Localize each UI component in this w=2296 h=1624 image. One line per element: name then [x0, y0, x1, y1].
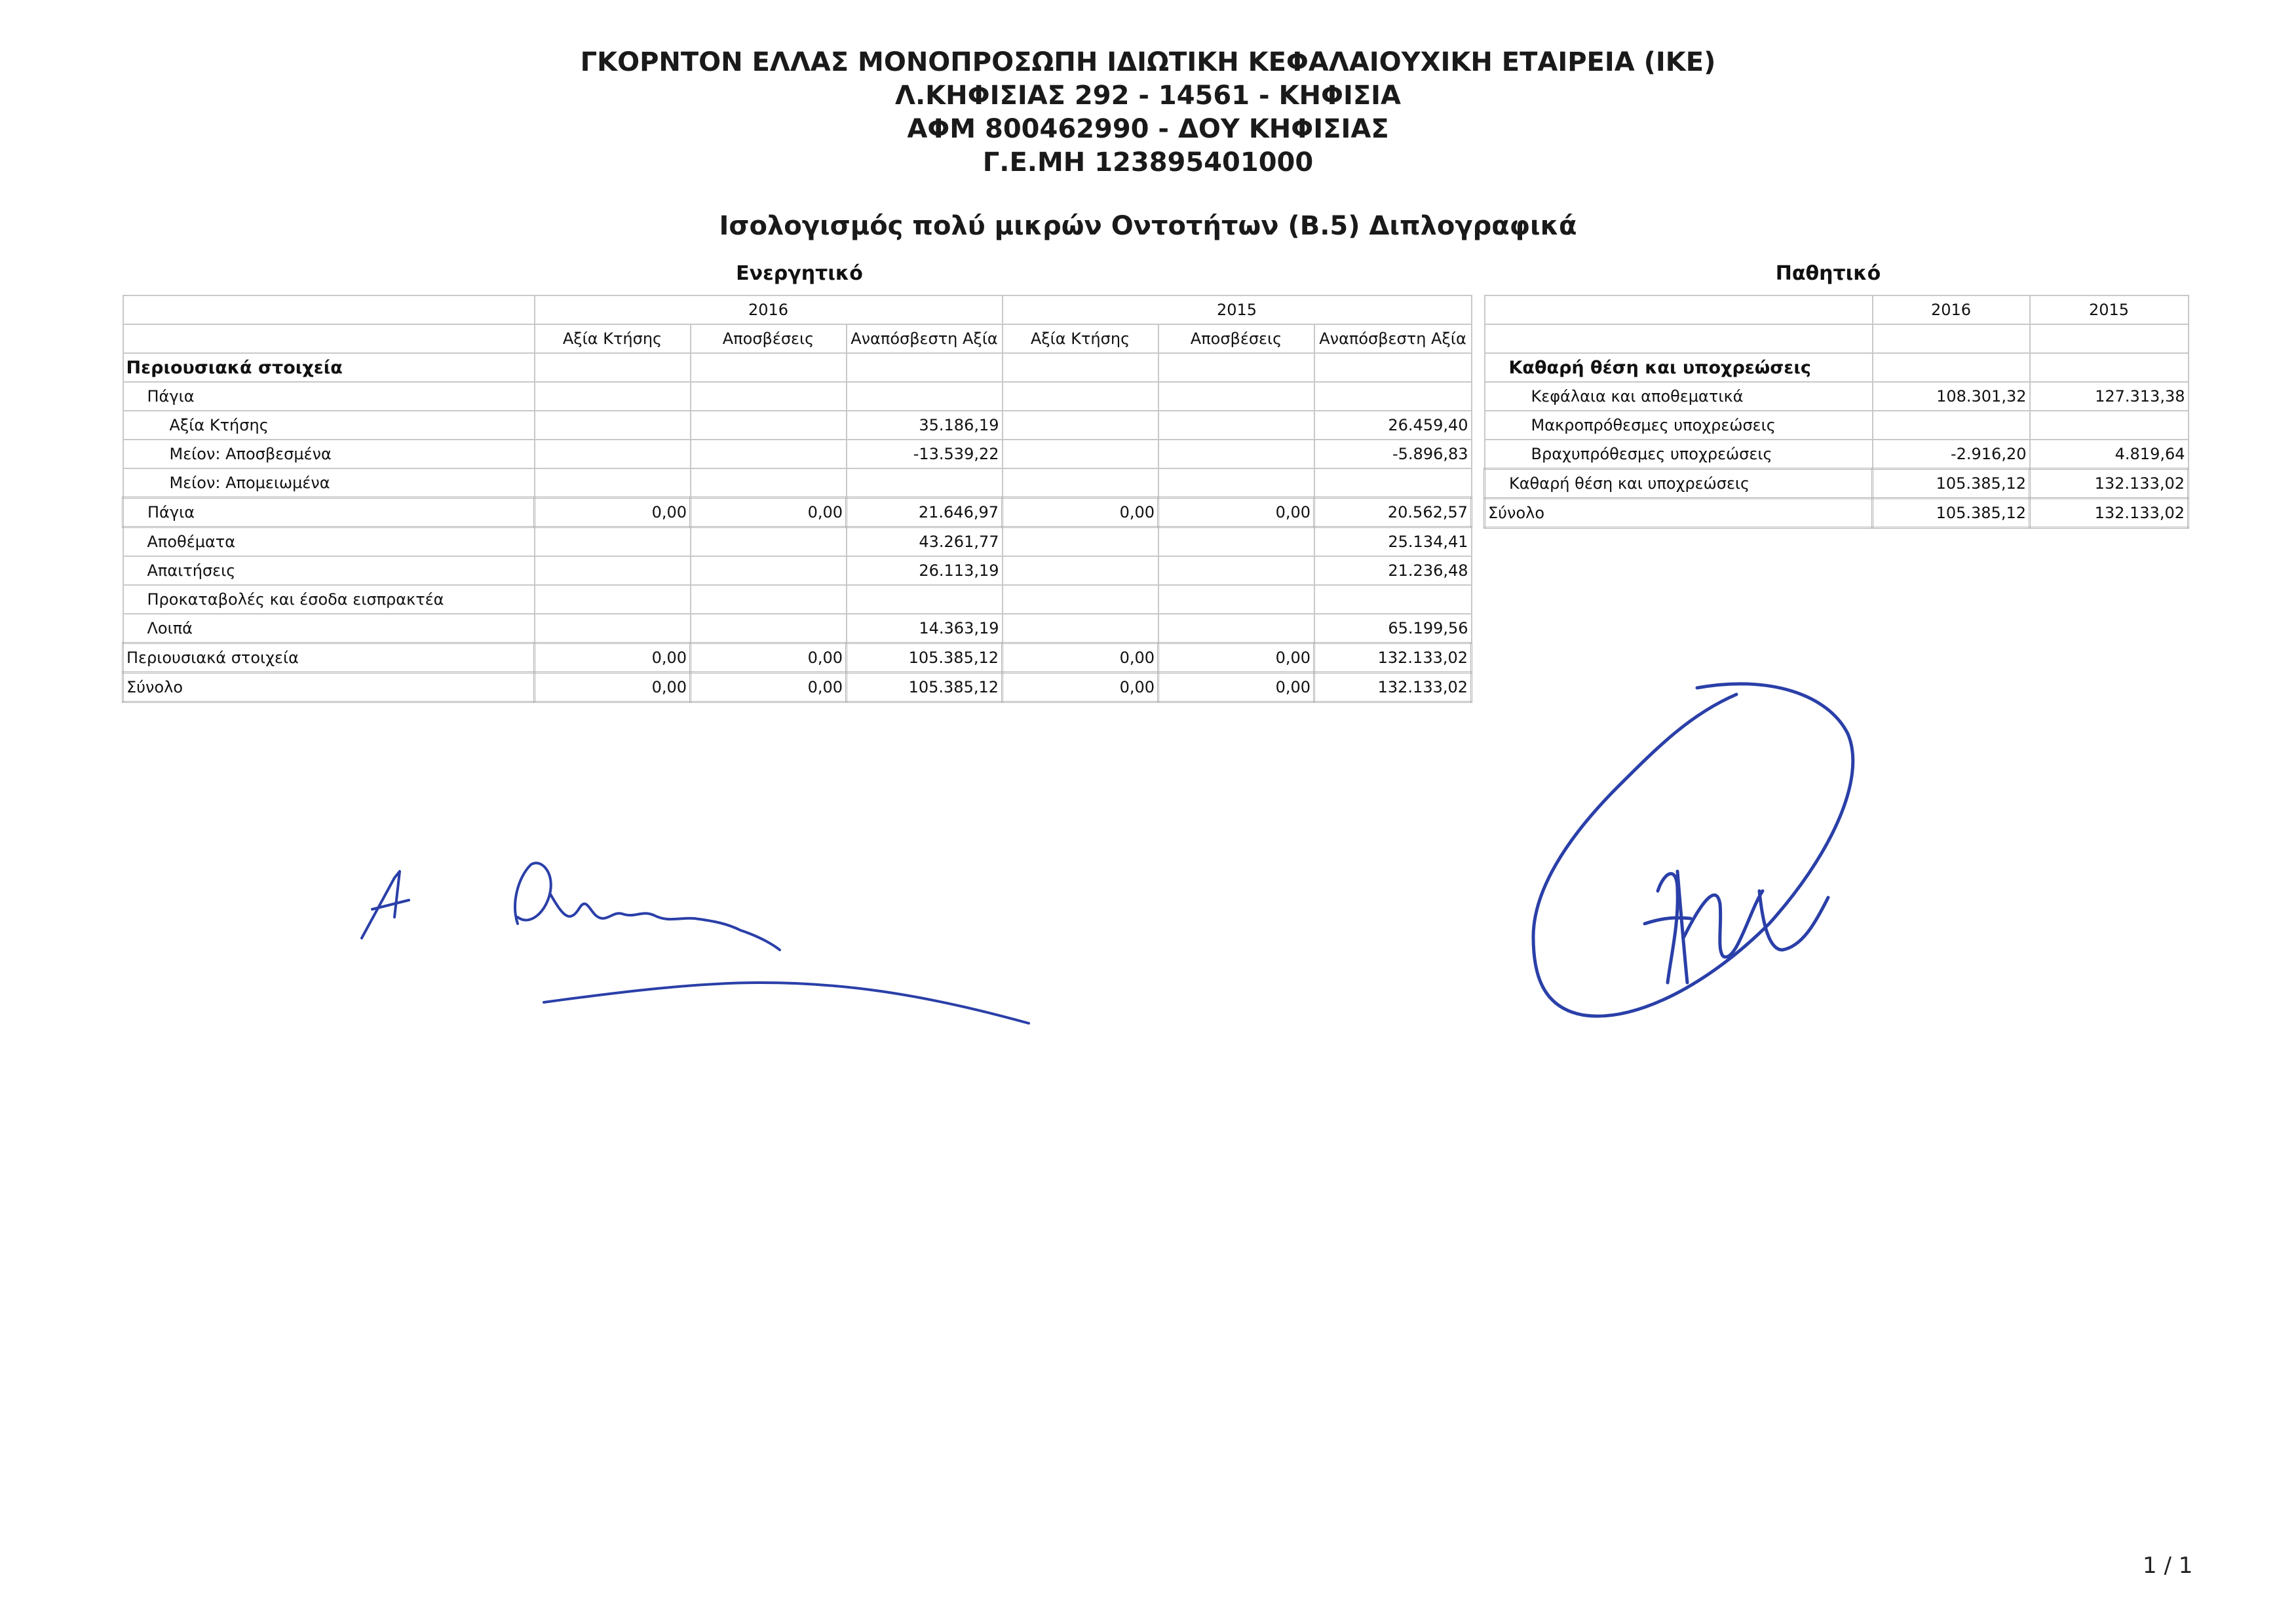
- liabilities-title: Παθητικό: [1775, 262, 1881, 285]
- cell-value: 127.313,38: [2030, 382, 2189, 411]
- cell-value: 0,00: [1158, 498, 1314, 527]
- table-row: [123, 411, 1472, 440]
- cell-value: 4.819,64: [2030, 440, 2189, 469]
- row-label: Μείον: Αποσβεσμένα: [123, 440, 535, 468]
- page-number: 1 / 1: [2143, 1553, 2193, 1579]
- company-header: [0, 46, 2296, 179]
- cell-value: 21.236,48: [1314, 556, 1472, 585]
- cell-value: [1158, 353, 1314, 382]
- table-row: [1485, 411, 2189, 440]
- cell-value: [691, 585, 847, 614]
- row-label: Απαιτήσεις: [123, 556, 535, 585]
- assets-column-header: [123, 324, 1472, 353]
- row-label: Προκαταβολές και έσοδα εισπρακτέα: [123, 585, 535, 614]
- row-label: Καθαρή θέση και υποχρεώσεις: [1485, 469, 1873, 499]
- cell-value: 26.459,40: [1314, 411, 1472, 440]
- cell-value: 0,00: [1158, 643, 1314, 673]
- table-row: [1485, 440, 2189, 469]
- assets-table: [122, 295, 1472, 703]
- cell-value: [535, 440, 691, 468]
- cell-value: [1003, 411, 1158, 440]
- column-header: Αξία Κτήσης: [535, 324, 691, 353]
- cell-value: 43.261,77: [847, 527, 1003, 557]
- cell-value: [535, 382, 691, 411]
- column-header: Αποσβέσεις: [691, 324, 847, 353]
- cell-value: [535, 614, 691, 643]
- cell-value: [1158, 411, 1314, 440]
- cell-value: 0,00: [691, 673, 847, 702]
- row-label: Περιουσιακά στοιχεία: [123, 353, 535, 382]
- cell-value: 0,00: [1003, 673, 1158, 702]
- row-label: Αξία Κτήσης: [123, 411, 535, 440]
- assets-year-2015: 2015: [1003, 295, 1472, 324]
- table-row: [123, 498, 1472, 527]
- row-label: Αποθέματα: [123, 527, 535, 557]
- cell-value: [1158, 585, 1314, 614]
- table-row: [1485, 353, 2189, 382]
- cell-value: 132.133,02: [1314, 673, 1472, 702]
- cell-value: [1003, 585, 1158, 614]
- table-row: [123, 440, 1472, 468]
- assets-year-header: [123, 295, 1472, 324]
- cell-value: 132.133,02: [2030, 469, 2189, 499]
- cell-value: [535, 585, 691, 614]
- assets-year-2016: 2016: [535, 295, 1003, 324]
- cell-value: [1314, 585, 1472, 614]
- table-row: [123, 556, 1472, 585]
- cell-value: 0,00: [535, 643, 691, 673]
- cell-value: 26.113,19: [847, 556, 1003, 585]
- cell-value: [535, 353, 691, 382]
- cell-value: [1158, 440, 1314, 468]
- signature-right-stamp: [1461, 675, 1894, 1042]
- cell-value: [691, 468, 847, 498]
- cell-value: 0,00: [1158, 673, 1314, 702]
- table-row: [123, 527, 1472, 557]
- cell-value: [1158, 382, 1314, 411]
- table-row: [123, 585, 1472, 614]
- company-name: ΓΚΟΡΝΤΟΝ ΕΛΛΑΣ ΜΟΝΟΠΡΟΣΩΠΗ ΙΔΙΩΤΙΚΗ ΚΕΦΑΛΑΙΟΥΧΙΚΗ ΕΤΑΙΡΕΙΑ (ΙΚΕ): [580, 47, 1716, 77]
- row-label: Μείον: Απομειωμένα: [123, 468, 535, 498]
- cell-value: [691, 527, 847, 557]
- signature-left: [354, 832, 1035, 1042]
- cell-value: [691, 440, 847, 468]
- cell-value: [847, 585, 1003, 614]
- cell-value: [691, 411, 847, 440]
- company-address: Λ.ΚΗΦΙΣΙΑΣ 292 - 14561 - ΚΗΦΙΣΙΑ: [894, 81, 1401, 111]
- row-label: Σύνολο: [1485, 499, 1873, 528]
- cell-value: [535, 556, 691, 585]
- cell-value: [1873, 353, 2030, 382]
- row-label: Πάγια: [123, 382, 535, 411]
- cell-value: [1314, 353, 1472, 382]
- cell-value: 65.199,56: [1314, 614, 1472, 643]
- table-row: [1485, 382, 2189, 411]
- cell-value: 0,00: [1003, 643, 1158, 673]
- cell-value: [535, 411, 691, 440]
- cell-value: [2030, 411, 2189, 440]
- company-tax-id: ΑΦΜ 800462990 - ΔΟΥ ΚΗΦΙΣΙΑΣ: [907, 114, 1389, 144]
- cell-value: 25.134,41: [1314, 527, 1472, 557]
- liabilities-table: [1483, 295, 2189, 529]
- cell-value: [2030, 353, 2189, 382]
- cell-value: [1003, 527, 1158, 557]
- cell-value: [1158, 556, 1314, 585]
- cell-value: [1003, 353, 1158, 382]
- cell-value: -13.539,22: [847, 440, 1003, 468]
- cell-value: 0,00: [691, 498, 847, 527]
- row-label: Λοιπά: [123, 614, 535, 643]
- cell-value: [691, 556, 847, 585]
- cell-value: 105.385,12: [1873, 499, 2030, 528]
- liabilities-year-header: [1485, 295, 2189, 324]
- cell-value: 14.363,19: [847, 614, 1003, 643]
- cell-value: 35.186,19: [847, 411, 1003, 440]
- table-row: [123, 614, 1472, 643]
- cell-value: [535, 468, 691, 498]
- table-row: [1485, 499, 2189, 528]
- table-row: [123, 353, 1472, 382]
- cell-value: 20.562,57: [1314, 498, 1472, 527]
- cell-value: [847, 382, 1003, 411]
- cell-value: [847, 353, 1003, 382]
- cell-value: 21.646,97: [847, 498, 1003, 527]
- cell-value: 132.133,02: [2030, 499, 2189, 528]
- cell-value: 105.385,12: [847, 673, 1003, 702]
- row-label: Μακροπρόθεσμες υποχρεώσεις: [1485, 411, 1873, 440]
- column-header: Αναπόσβεστη Αξία: [847, 324, 1003, 353]
- cell-value: [1003, 440, 1158, 468]
- row-label: Βραχυπρόθεσμες υποχρεώσεις: [1485, 440, 1873, 469]
- cell-value: 0,00: [535, 673, 691, 702]
- cell-value: [1003, 468, 1158, 498]
- cell-value: [847, 468, 1003, 498]
- column-header: Αναπόσβεστη Αξία: [1314, 324, 1472, 353]
- row-label: Σύνολο: [123, 673, 535, 702]
- cell-value: [691, 382, 847, 411]
- table-row: [123, 643, 1472, 673]
- cell-value: 0,00: [691, 643, 847, 673]
- cell-value: [1314, 382, 1472, 411]
- company-registry: Γ.Ε.ΜΗ 123895401000: [982, 147, 1314, 178]
- cell-value: [1003, 382, 1158, 411]
- table-row: [1485, 469, 2189, 499]
- cell-value: 108.301,32: [1873, 382, 2030, 411]
- table-row: [123, 382, 1472, 411]
- cell-value: 132.133,02: [1314, 643, 1472, 673]
- document-title: Ισολογισμός πολύ μικρών Οντοτήτων (Β.5) Διπλογραφικά: [719, 211, 1577, 241]
- assets-title: Ενεργητικό: [736, 262, 863, 285]
- cell-value: [691, 614, 847, 643]
- cell-value: 105.385,12: [1873, 469, 2030, 499]
- cell-value: [1158, 527, 1314, 557]
- cell-value: [1158, 468, 1314, 498]
- cell-value: [1873, 411, 2030, 440]
- cell-value: [1003, 556, 1158, 585]
- column-header: Αξία Κτήσης: [1003, 324, 1158, 353]
- cell-value: -5.896,83: [1314, 440, 1472, 468]
- row-label: Περιουσιακά στοιχεία: [123, 643, 535, 673]
- cell-value: -2.916,20: [1873, 440, 2030, 469]
- row-label: Κεφάλαια και αποθεματικά: [1485, 382, 1873, 411]
- cell-value: [1158, 614, 1314, 643]
- cell-value: 105.385,12: [847, 643, 1003, 673]
- cell-value: 0,00: [535, 498, 691, 527]
- row-label: Πάγια: [123, 498, 535, 527]
- column-header: Αποσβέσεις: [1158, 324, 1314, 353]
- cell-value: [535, 527, 691, 557]
- cell-value: 0,00: [1003, 498, 1158, 527]
- liabilities-year-2015: 2015: [2030, 295, 2189, 324]
- cell-value: [1003, 614, 1158, 643]
- liabilities-spacer-row: [1485, 324, 2189, 353]
- row-label: Καθαρή θέση και υποχρεώσεις: [1485, 353, 1873, 382]
- table-row: [123, 673, 1472, 702]
- table-row: [123, 468, 1472, 498]
- cell-value: [691, 353, 847, 382]
- cell-value: [1314, 468, 1472, 498]
- liabilities-year-2016: 2016: [1873, 295, 2030, 324]
